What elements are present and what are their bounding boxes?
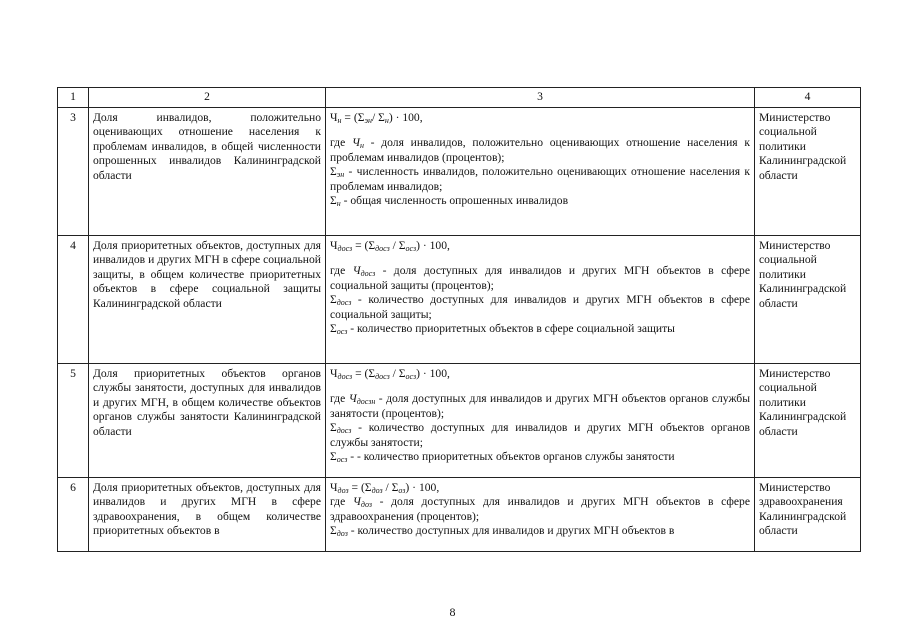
definition: где $Ч_{доз}$ - доля доступных для инвалидов и других МГН объектов в сфере здравоохранения (процентов); — [330, 495, 750, 523]
page-number: 8 — [449, 605, 456, 619]
header-col-2: 2 — [89, 88, 326, 108]
definition: $\Sigma_{осз}$ - - количество приоритетных объектов органов службы занятости — [330, 450, 675, 464]
calculation-method — [326, 107, 755, 235]
indicator-cell — [89, 477, 326, 551]
definition: $\Sigma_{осз}$ - количество приоритетных объектов в сфере социальной защиты — [330, 322, 675, 336]
formula: $Ч_{доз} = (\Sigma_{доз} / \Sigma_{оз}) \cdot 100$, — [330, 480, 440, 495]
table-row — [58, 363, 861, 477]
row-number: 6 — [58, 477, 89, 551]
formula: $Ч_н = (\Sigma_{эн}/$ $\Sigma_н) \cdot 100$, — [330, 110, 423, 125]
table-row — [58, 107, 861, 235]
calculation-method — [326, 235, 755, 363]
definition: $\Sigma_{эн}$ - численность инвалидов, положительно оценивающих отношение населения к проблемам инвалидов; — [330, 165, 750, 193]
formula: $Ч_{досз} = (\Sigma_{досз} / \Sigma_{осз}) \cdot 100$, — [330, 366, 450, 381]
row-number: 4 — [58, 235, 89, 363]
definition: где $Ч_н$ - доля инвалидов, положительно оценивающих отношение населения к проблемам инвалидов (процентов); — [330, 136, 750, 164]
formula: $Ч_{досз} = (\Sigma_{досз} / \Sigma_{осз}) \cdot 100$, — [330, 238, 450, 253]
header-col-3: 3 — [326, 88, 755, 108]
definition: где $Ч_{досзн}$ - доля доступных для инвалидов и других МГН объектов органов службы занятости (процентов); — [330, 392, 750, 420]
definition: где $Ч_{досз}$ - доля доступных для инвалидов и других МГН объектов в сфере социальной защиты (процентов); — [330, 264, 751, 292]
indicator-name: Доля приоритетных объектов, доступных для инвалидов и других МГН в сфере социальной защиты, в общем количестве приоритетных объектов в сфере социальной защиты Калининградской области — [89, 235, 326, 363]
calculation-method-content — [330, 481, 750, 547]
calculation-method — [326, 363, 755, 477]
responsible-ministry: Министерство здравоохранения Калининградской области — [755, 477, 861, 551]
header-col-1: 1 — [58, 88, 89, 108]
definition: $\Sigma_{досз}$ - количество доступных для инвалидов и других МГН объектов в сфере социальной защиты; — [330, 293, 750, 321]
responsible-ministry: Министерство социальной политики Калининградской области — [755, 363, 861, 477]
definition: $\Sigma_{досз}$ - количество доступных для инвалидов и других МГН объектов органов службы занятости; — [330, 421, 750, 449]
indicator-name: Доля инвалидов, положительно оценивающих отношение населения к проблемам инвалидов, в общей численности опрошенных инвалидов Калининградской области — [89, 107, 326, 235]
header-col-4: 4 — [755, 88, 861, 108]
table-row — [58, 235, 861, 363]
definition: $\Sigma_н$ - общая численность опрошенных инвалидов — [330, 194, 569, 208]
indicators-table — [57, 87, 861, 552]
definition: $\Sigma_{доз}$ - количество доступных для инвалидов и других МГН объектов в — [330, 524, 675, 538]
responsible-ministry: Министерство социальной политики Калининградской области — [755, 107, 861, 235]
indicator-name: Доля приоритетных объектов органов службы занятости, доступных для инвалидов и других МГН, в общем количестве объектов органов службы занятости Калининградской области — [89, 363, 326, 477]
header-row — [58, 88, 861, 108]
row-number: 5 — [58, 363, 89, 477]
responsible-ministry: Министерство социальной политики Калининградской области — [755, 235, 861, 363]
row-number: 3 — [58, 107, 89, 235]
calculation-method — [326, 477, 755, 551]
table-row — [58, 477, 861, 551]
indicator-name: Доля приоритетных объектов, доступных для инвалидов и других МГН в сфере здравоохранения, в общем количестве приоритетных объектов в — [93, 480, 321, 537]
